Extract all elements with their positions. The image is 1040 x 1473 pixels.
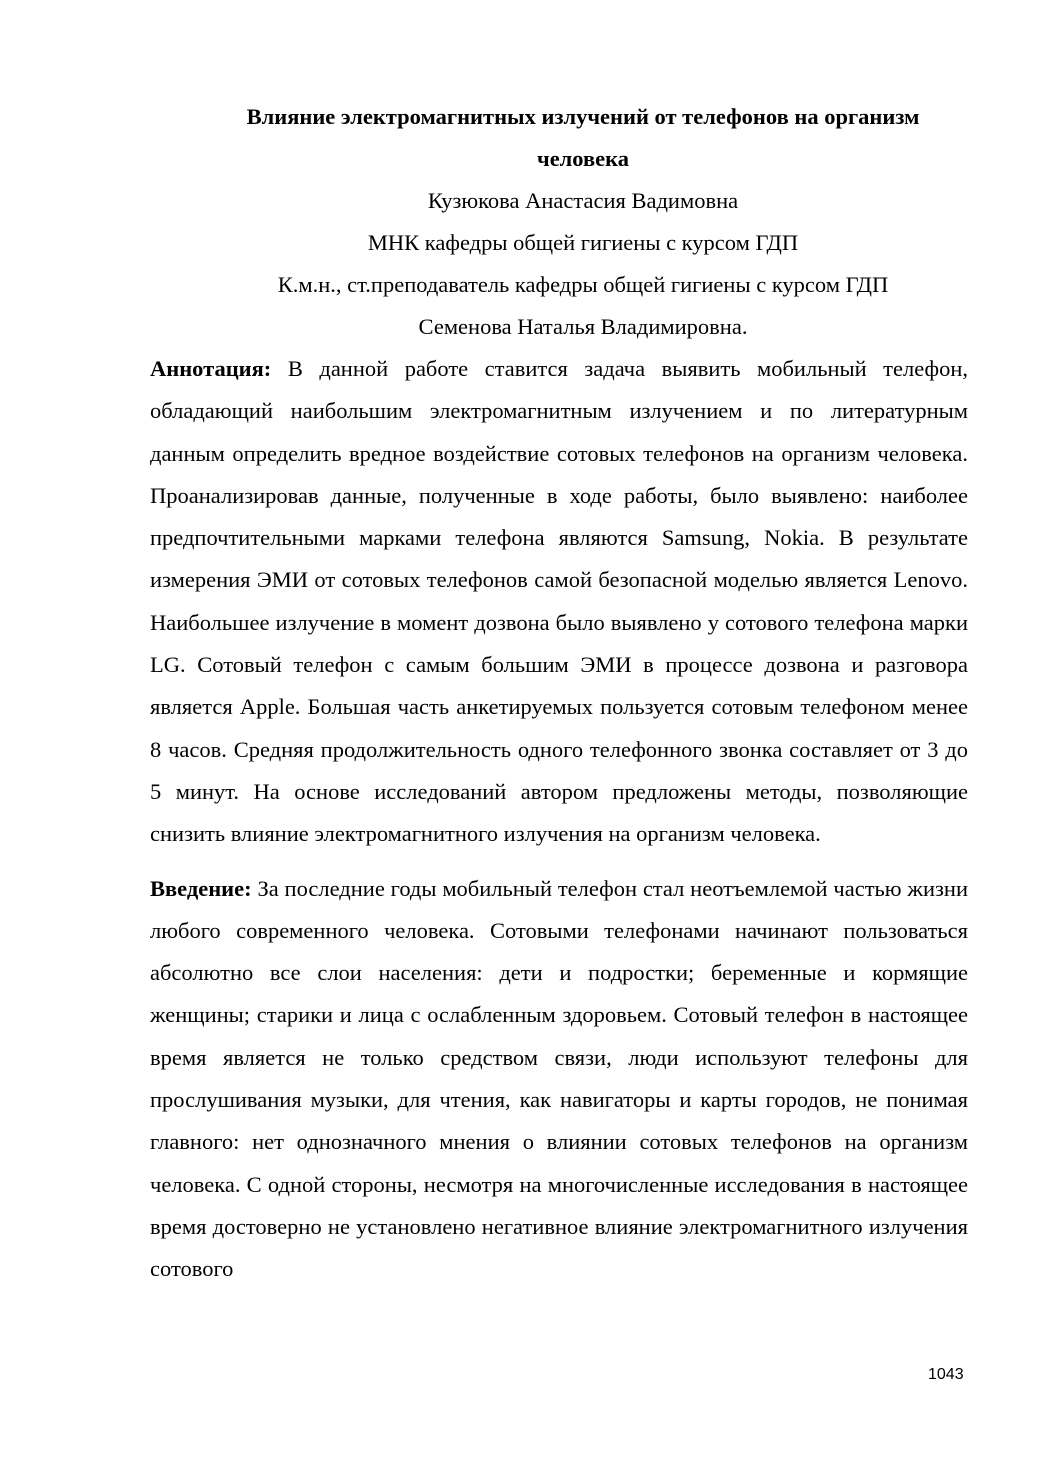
abstract-text: В данной работе ставится задача выявить мобильный телефон, обладающий наибольшим электромагнитным излучением и по литературным данным определить вредное воздействие сотовых телефонов на организм человека. Проанализировав данные, полученные в ходе работы, было выявлено: наиболее предпочтительными марками телефона являются Samsung, Nokia. В результате измерения ЭМИ от сотовых телефонов самой безопасной моделью является Lenovo. Наибольшее излучение в момент дозвона было выявлено у сотового телефона марки LG. Сотовый телефон с самым большим ЭМИ в процессе дозвона и разговора является Apple. Большая часть анкетируемых пользуется сотовым телефоном менее 8 часов. Средняя продолжительность одного телефонного звонка составляет от 3 до 5 минут. На основе исследований автором предложены методы, позволяющие снизить влияние электромагнитного излучения на организм человека. bbox=[150, 356, 968, 847]
author-2-name: Семенова Наталья Владимировна. bbox=[418, 314, 748, 339]
author-1-affiliation: МНК кафедры общей гигиены с курсом ГДП bbox=[367, 230, 799, 255]
title-line-1: Влияние электромагнитных излучений от телефонов на организм bbox=[246, 104, 920, 129]
abstract-label: Аннотация: bbox=[150, 356, 272, 381]
abstract-paragraph bbox=[150, 348, 968, 856]
author-block bbox=[150, 180, 968, 348]
page-number: 1043 bbox=[928, 1366, 964, 1383]
introduction-text: За последние годы мобильный телефон стал неотъемлемой частью жизни любого современного человека. Сотовыми телефонами начинают пользоваться абсолютно все слои населения: дети и подростки; беременные и кормящие женщины; старики и лица с ослабленным здоровьем. Сотовый телефон в настоящее время является не только средством связи, люди используют телефоны для прослушивания музыки, для чтения, как навигаторы и карты городов, не понимая главного: нет однозначного мнения о влиянии сотовых телефонов на организм человека. С одной стороны, несмотря на многочисленные исследования в настоящее время достоверно не установлено негативное влияние электромагнитного излучения сотового bbox=[150, 875, 968, 1282]
author-1-name: Кузюкова Анастасия Вадимовна bbox=[427, 188, 739, 213]
page-content bbox=[150, 96, 968, 1291]
title-line-2: человека bbox=[537, 146, 629, 171]
author-2-affiliation: К.м.н., ст.преподаватель кафедры общей гигиены с курсом ГДП bbox=[277, 272, 889, 297]
paper-title bbox=[150, 96, 968, 180]
introduction-label: Введение: bbox=[150, 875, 252, 901]
introduction-paragraph bbox=[150, 868, 968, 1291]
